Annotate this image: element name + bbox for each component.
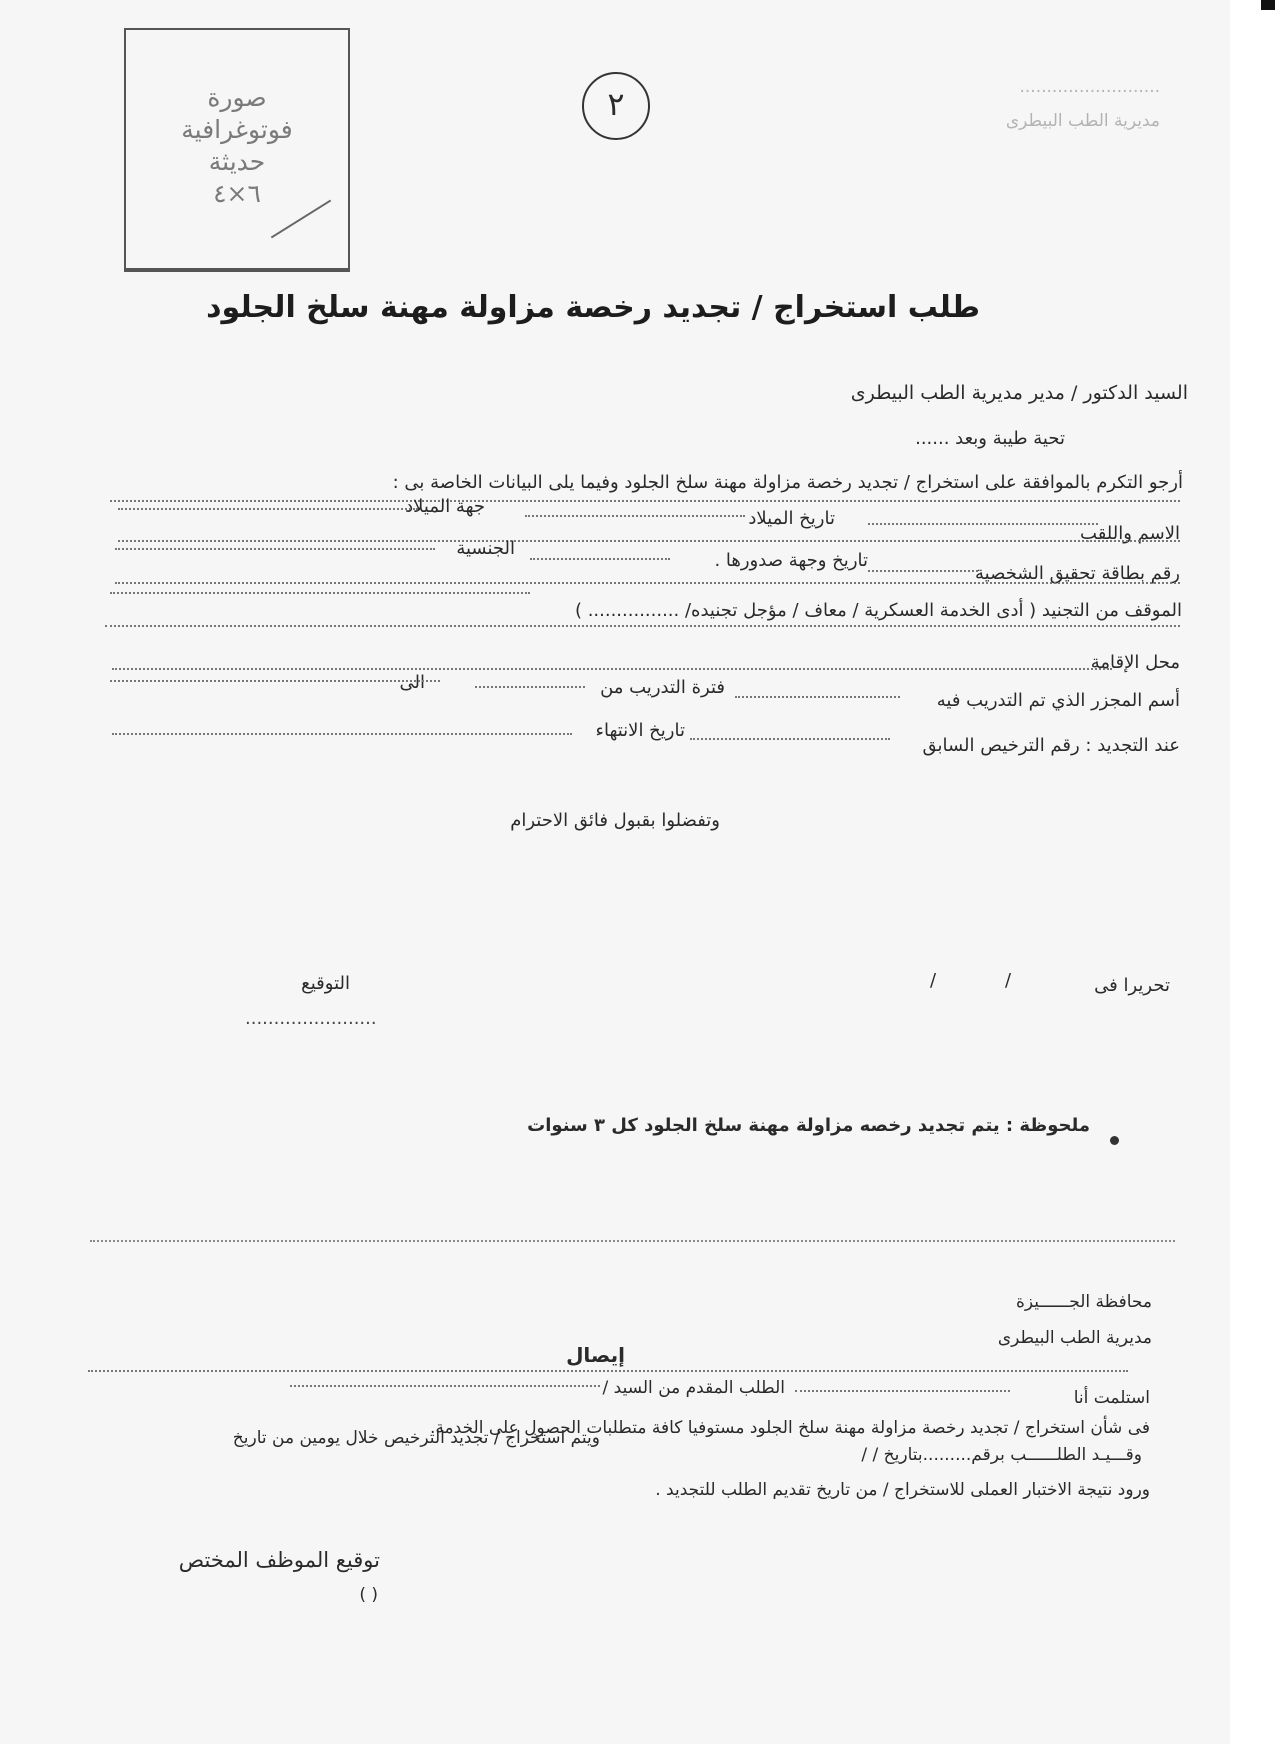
expiry-date-field[interactable] [112,733,572,735]
bullet-icon [1110,1136,1119,1145]
form-title: طلب استخراج / تجديد رخصة مزاولة مهنة سلخ الجلود [206,290,980,325]
birth-place-field[interactable] [118,508,418,510]
name-label: الاسم واللقب [1080,523,1180,544]
nationality-label: الجنسية [456,538,515,559]
military-status-label: الموقف من التجنيد ( أدى الخدمة العسكرية / معاف / مؤجل تجنيده/ ................ ) [574,600,1182,621]
receipt-line-2b: ويتم استخراج / تجديد الترخيص خلال يومين من تاريخ [232,1428,600,1448]
photo-size-label: ٦×٤ [213,179,261,208]
training-to-label: الى [399,672,425,693]
slaughterhouse-field[interactable] [735,696,900,698]
officer-signature-label: توقيع الموظف المختص [178,1548,380,1572]
dotted-line [118,540,1180,542]
dated-label: تحريرا فى [1094,975,1170,996]
signature-label: التوقيع [301,973,350,994]
received-by-field[interactable] [795,1390,1010,1392]
section-separator [90,1240,1175,1242]
receipt-title: إيصال [566,1343,625,1367]
issue-label: تاريخ وجهة صدورها . [714,550,868,571]
dotted-line [110,500,1180,502]
request-text: أرجو التكرم بالموافقة على استخراج / تجديد رخصة مزاولة مهنة سلخ الجلود وفيما يلى البيانات الخاصة بى : [392,472,1183,493]
previous-license-field[interactable] [690,738,890,740]
governorate: محافظة الجــــــيزة [1015,1292,1152,1312]
scan-edge [1230,0,1275,1744]
slaughterhouse-label: أسم المجزر الذي تم التدريب فيه [936,690,1180,711]
id-card-field[interactable] [868,570,978,572]
training-from-label: فترة التدريب من [600,677,725,698]
photo-caption-line: صورة [207,83,267,112]
received-label: استلمت أنا [1073,1388,1150,1408]
receipt-line-3: ورود نتيجة الاختبار العملى للاستخراج / من تاريخ تقديم الطلب للتجديد . [655,1480,1150,1500]
faint-letterhead-line: مديرية الطب البيطرى [1005,111,1160,131]
renewal-note: ملحوظة : يتم تجديد رخصه مزاولة مهنة سلخ الجلود كل ٣ سنوات [527,1115,1090,1136]
receipt-line-1: فى شأن استخراج / تجديد رخصة مزاولة مهنة سلخ الجلود مستوفيا كافة متطلبات الحصول على الخدمة. [430,1418,1150,1438]
training-to-field[interactable] [110,680,440,682]
faint-letterhead [1006,70,1160,138]
previous-license-label: عند التجديد : رقم الترخيص السابق [922,735,1180,756]
dotted-line [105,625,1180,627]
applicant-name-field[interactable] [290,1385,600,1387]
military-status-field[interactable] [110,592,530,594]
greeting: تحية طيبة وبعد ...... [915,428,1065,449]
date-separator: / [1005,970,1012,991]
birth-place-label: جهة الميلاد [405,496,485,517]
photo-placeholder-box [124,28,350,272]
receipt-directorate: مديرية الطب البيطرى [997,1328,1152,1348]
birth-date-field[interactable] [525,515,745,517]
residence-label: محل الإقامة [1090,652,1180,673]
closing-phrase: وتفضلوا بقبول فائق الاحترام [510,810,720,831]
training-from-field[interactable] [475,686,585,688]
photo-caption-line: فوتوغرافية [181,115,293,144]
expiry-date-label: تاريخ الانتهاء [595,720,685,741]
photo-caption-line: حديثة [208,147,266,176]
nationality-field[interactable] [115,548,435,550]
name-field[interactable] [868,523,1098,525]
residence-field[interactable] [112,668,1112,670]
birth-date-label: تاريخ الميلاد [748,508,835,529]
dotted-line [115,582,1180,584]
scan-corner [1261,0,1275,10]
issue-field[interactable] [530,558,670,560]
photo-caption [126,82,348,210]
dotted-line [88,1370,1128,1372]
officer-signature-field[interactable]: ( ) [359,1585,378,1605]
addressee: السيد الدكتور / مدير مديرية الطب البيطرى [850,382,1188,404]
request-from-label: الطلب المقدم من السيد / [602,1378,785,1398]
date-separator: / [930,970,937,991]
id-card-label: رقم بطاقة تحقيق الشخصية [975,563,1180,584]
signature-line[interactable]: ....................... [245,1008,377,1029]
receipt-line-2a: وقـــيـد الطلــــــب برقم.........بتاريخ / / [861,1445,1142,1465]
form-number-circle: ٢ [582,72,650,140]
faint-letterhead-line: .......................... [1019,77,1160,97]
